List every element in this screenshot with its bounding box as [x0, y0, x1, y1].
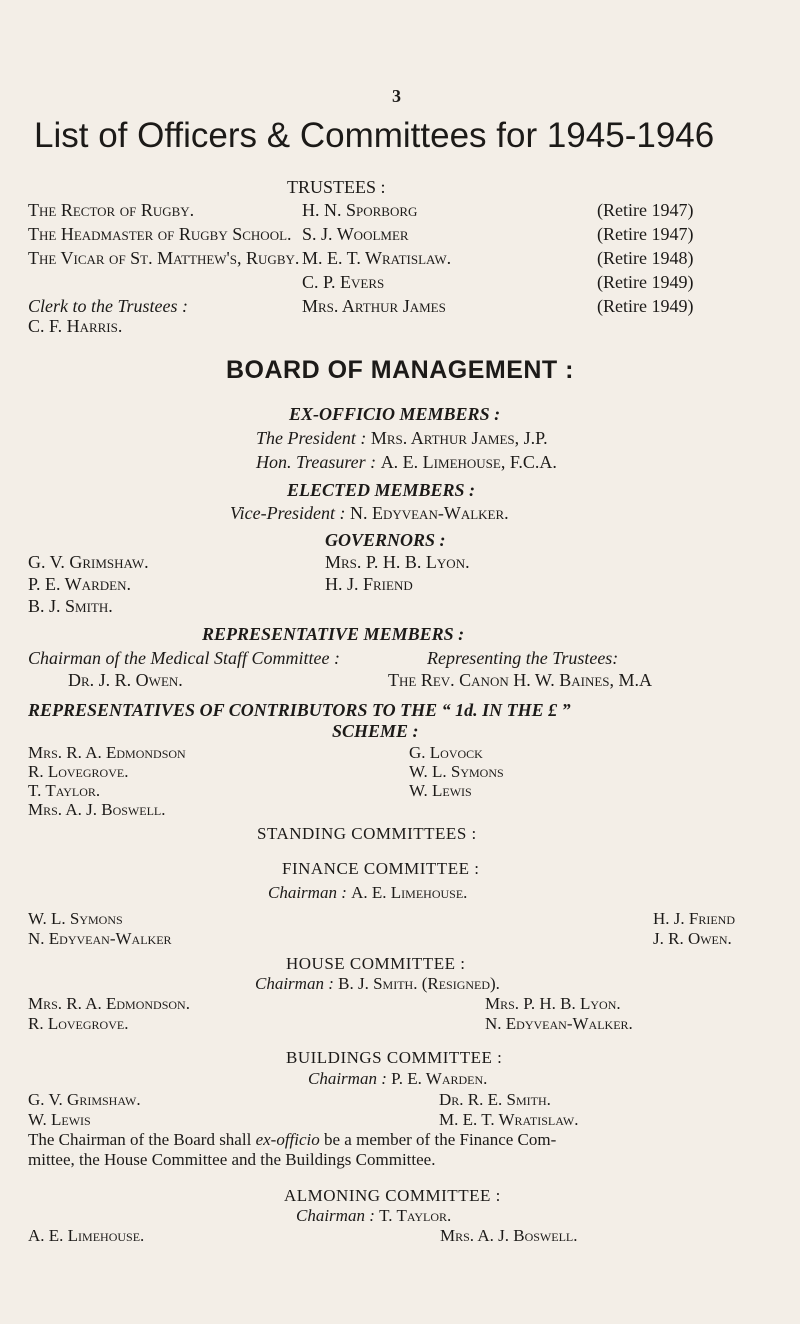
buildings-member: W. Lewis — [28, 1110, 91, 1129]
board-note — [28, 1130, 556, 1150]
vice-president-label: Vice-President : — [230, 503, 346, 523]
representative-heading: REPRESENTATIVE MEMBERS : — [202, 624, 465, 644]
trustee-ex-officio: The Headmaster of Rugby School. — [28, 224, 292, 244]
almoning-chairman-name: T. Taylor. — [379, 1206, 452, 1225]
finance-member: H. J. Friend — [653, 909, 736, 928]
contributor-name: W. L. Symons — [409, 762, 504, 781]
trustee-ex-officio: The Vicar of St. Matthew's, Rugby. — [28, 248, 300, 268]
trustee-name: H. N. Sporborg — [302, 200, 418, 220]
governor-name: Mrs. P. H. B. Lyon. — [325, 552, 470, 572]
elected-heading: ELECTED MEMBERS : — [287, 480, 476, 500]
contributors-heading-scheme: SCHEME : — [332, 721, 419, 741]
clerk-label: Clerk to the Trustees : — [28, 296, 188, 316]
contributor-name: Mrs. A. J. Boswell. — [28, 800, 166, 819]
governors-heading: GOVERNORS : — [325, 530, 446, 550]
house-member: Mrs. P. H. B. Lyon. — [485, 994, 621, 1013]
board-note-part: The Chairman of the Board shall — [28, 1130, 256, 1149]
trustee-retire: (Retire 1947) — [597, 224, 694, 244]
vice-president-name: N. Edyvean-Walker. — [349, 503, 509, 523]
finance-member: N. Edyvean-Walker — [28, 929, 172, 948]
trustee-retire: (Retire 1949) — [597, 272, 694, 292]
medical-committee-label: Chairman of the Medical Staff Committee : — [28, 648, 340, 668]
buildings-heading: BUILDINGS COMMITTEE : — [286, 1048, 503, 1067]
buildings-chairman-label: Chairman : — [308, 1069, 387, 1088]
contributor-name: G. Lovock — [409, 743, 483, 762]
governor-name: G. V. Grimshaw. — [28, 552, 149, 572]
buildings-member: Dr. R. E. Smith. — [439, 1090, 551, 1109]
buildings-member: M. E. T. Wratislaw. — [439, 1110, 579, 1129]
clerk-name: C. F. Harris. — [28, 316, 123, 336]
house-heading: HOUSE COMMITTEE : — [286, 954, 466, 973]
board-note-part: be a member of the Finance Com- — [319, 1130, 557, 1149]
governor-name: H. J. Friend — [325, 574, 413, 594]
board-note-ex-officio: ex-officio — [255, 1130, 320, 1149]
finance-chairman-name: A. E. Limehouse. — [351, 883, 468, 902]
trustee-retire: (Retire 1948) — [597, 248, 694, 268]
finance-chairman-label: Chairman : — [268, 883, 347, 902]
representing-trustees-label: Representing the Trustees: — [427, 648, 619, 668]
house-member: R. Lovegrove. — [28, 1014, 129, 1033]
trustee-retire: (Retire 1947) — [597, 200, 694, 220]
president-name: Mrs. Arthur James, J.P. — [370, 428, 548, 448]
house-chairman-label: Chairman : — [255, 974, 334, 993]
house-member: N. Edyvean-Walker. — [485, 1014, 633, 1033]
almoning-chairman-label: Chairman : — [296, 1206, 375, 1225]
contributors-heading: REPRESENTATIVES OF CONTRIBUTORS TO THE “ 1d. IN THE £ ” — [28, 700, 571, 720]
treasurer-label: Hon. Treasurer : — [256, 452, 377, 472]
almoning-member: A. E. Limehouse. — [28, 1226, 145, 1245]
president-label: The President : — [256, 428, 367, 448]
trustee-ex-officio: The Rector of Rugby. — [28, 200, 195, 220]
house-member: Mrs. R. A. Edmondson. — [28, 994, 190, 1013]
buildings-member: G. V. Grimshaw. — [28, 1090, 141, 1109]
representing-trustees-name: The Rev. Canon H. W. Baines, M.A — [388, 670, 653, 690]
governor-name: B. J. Smith. — [28, 596, 113, 616]
finance-member: J. R. Owen. — [653, 929, 732, 948]
house-chairman-name: B. J. Smith. (Resigned). — [338, 974, 500, 993]
trustees-heading: TRUSTEES : — [287, 177, 386, 197]
trustee-name: S. J. Woolmer — [302, 224, 409, 244]
board-heading: BOARD OF MANAGEMENT : — [226, 356, 574, 384]
contributor-name: W. Lewis — [409, 781, 472, 800]
governor-name: P. E. Warden. — [28, 574, 131, 594]
trustee-name: M. E. T. Wratislaw. — [302, 248, 452, 268]
almoning-heading: ALMONING COMMITTEE : — [284, 1186, 501, 1205]
treasurer-name: A. E. Limehouse, F.C.A. — [380, 452, 557, 472]
contributor-name: T. Taylor. — [28, 781, 101, 800]
contributor-name: R. Lovegrove. — [28, 762, 129, 781]
almoning-member: Mrs. A. J. Boswell. — [440, 1226, 578, 1245]
ex-officio-heading: EX-OFFICIO MEMBERS : — [289, 404, 501, 424]
buildings-chairman-name: P. E. Warden. — [391, 1069, 488, 1088]
finance-heading: FINANCE COMMITTEE : — [282, 859, 480, 878]
trustee-name: C. P. Evers — [302, 272, 385, 292]
board-note-line2: mittee, the House Committee and the Buildings Committee. — [28, 1150, 436, 1169]
medical-committee-name: Dr. J. R. Owen. — [68, 670, 183, 690]
trustee-name: Mrs. Arthur James — [302, 296, 446, 316]
contributor-name: Mrs. R. A. Edmondson — [28, 743, 186, 762]
trustee-retire: (Retire 1949) — [597, 296, 694, 316]
page-number: 3 — [392, 86, 401, 106]
finance-member: W. L. Symons — [28, 909, 123, 928]
standing-committees-heading: STANDING COMMITTEES : — [257, 824, 477, 843]
page-title: List of Officers & Committees for 1945-1946 — [34, 116, 715, 155]
